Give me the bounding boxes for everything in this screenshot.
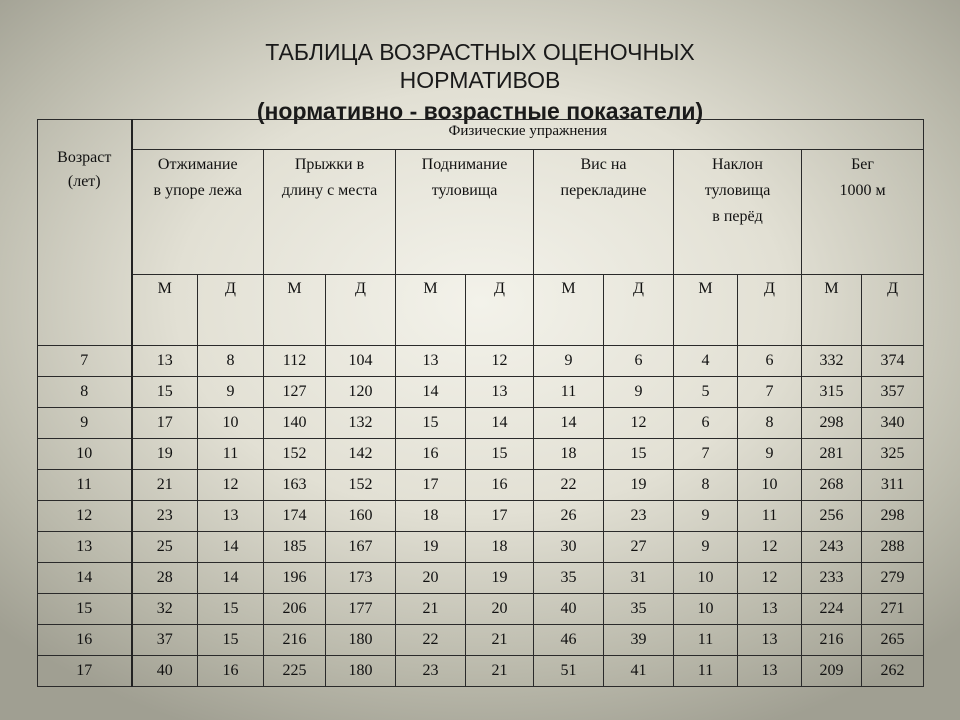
sex-header-m: М (674, 275, 738, 346)
value-cell: 22 (534, 470, 604, 501)
value-cell: 340 (862, 408, 924, 439)
exercise-label-line: Поднимание (421, 156, 508, 173)
value-cell: 15 (198, 625, 264, 656)
exercise-label-line: Бег (851, 156, 874, 173)
age-cell: 11 (38, 470, 132, 501)
sex-header-f: Д (738, 275, 802, 346)
age-cell: 9 (38, 408, 132, 439)
age-cell: 12 (38, 501, 132, 532)
sex-header-m: М (132, 275, 198, 346)
value-cell: 233 (802, 563, 862, 594)
value-cell: 16 (396, 439, 466, 470)
value-cell: 51 (534, 656, 604, 687)
age-header (38, 120, 132, 346)
value-cell: 224 (802, 594, 862, 625)
value-cell: 16 (198, 656, 264, 687)
value-cell: 19 (132, 439, 198, 470)
value-cell: 12 (738, 532, 802, 563)
value-cell: 142 (326, 439, 396, 470)
value-cell: 25 (132, 532, 198, 563)
value-cell: 216 (264, 625, 326, 656)
value-cell: 12 (738, 563, 802, 594)
value-cell: 271 (862, 594, 924, 625)
exercise-header-situps (396, 150, 534, 275)
value-cell: 8 (674, 470, 738, 501)
value-cell: 132 (326, 408, 396, 439)
value-cell: 325 (862, 439, 924, 470)
value-cell: 11 (198, 439, 264, 470)
value-cell: 11 (674, 625, 738, 656)
age-cell: 13 (38, 532, 132, 563)
exercise-label-line: туловища (431, 182, 498, 199)
age-cell: 14 (38, 563, 132, 594)
value-cell: 30 (534, 532, 604, 563)
value-cell: 13 (198, 501, 264, 532)
value-cell: 19 (396, 532, 466, 563)
table-row (38, 408, 924, 439)
sex-header-f: Д (862, 275, 924, 346)
value-cell: 9 (604, 377, 674, 408)
value-cell: 180 (326, 656, 396, 687)
value-cell: 174 (264, 501, 326, 532)
value-cell: 13 (466, 377, 534, 408)
value-cell: 10 (738, 470, 802, 501)
value-cell: 7 (738, 377, 802, 408)
sex-header-f: Д (466, 275, 534, 346)
age-cell: 17 (38, 656, 132, 687)
value-cell: 37 (132, 625, 198, 656)
exercise-label-line: Отжимание (157, 156, 238, 173)
table-row (38, 532, 924, 563)
age-cell: 7 (38, 346, 132, 377)
exercise-label-line: перекладине (560, 182, 647, 199)
value-cell: 6 (674, 408, 738, 439)
value-cell: 374 (862, 346, 924, 377)
value-cell: 13 (396, 346, 466, 377)
exercise-label-line: в упоре лежа (153, 182, 242, 199)
value-cell: 21 (132, 470, 198, 501)
value-cell: 21 (466, 656, 534, 687)
value-cell: 14 (198, 563, 264, 594)
value-cell: 209 (802, 656, 862, 687)
value-cell: 7 (674, 439, 738, 470)
value-cell: 243 (802, 532, 862, 563)
sex-header-f: Д (198, 275, 264, 346)
value-cell: 15 (396, 408, 466, 439)
value-cell: 127 (264, 377, 326, 408)
value-cell: 10 (198, 408, 264, 439)
value-cell: 288 (862, 532, 924, 563)
value-cell: 332 (802, 346, 862, 377)
title-line-1: ТАБЛИЦА ВОЗРАСТНЫХ ОЦЕНОЧНЫХ (265, 39, 695, 65)
value-cell: 315 (802, 377, 862, 408)
age-cell: 16 (38, 625, 132, 656)
exercise-label-line: в перёд (712, 208, 763, 225)
age-cell: 15 (38, 594, 132, 625)
title-line-2: НОРМАТИВОВ (399, 67, 561, 93)
value-cell: 163 (264, 470, 326, 501)
value-cell: 23 (132, 501, 198, 532)
value-cell: 23 (396, 656, 466, 687)
value-cell: 13 (738, 656, 802, 687)
value-cell: 31 (604, 563, 674, 594)
value-cell: 196 (264, 563, 326, 594)
table-row (38, 563, 924, 594)
value-cell: 9 (674, 501, 738, 532)
value-cell: 17 (466, 501, 534, 532)
value-cell: 8 (198, 346, 264, 377)
value-cell: 11 (534, 377, 604, 408)
value-cell: 14 (198, 532, 264, 563)
value-cell: 39 (604, 625, 674, 656)
value-cell: 21 (466, 625, 534, 656)
age-cell: 8 (38, 377, 132, 408)
value-cell: 180 (326, 625, 396, 656)
value-cell: 140 (264, 408, 326, 439)
sex-header-m: М (396, 275, 466, 346)
value-cell: 11 (674, 656, 738, 687)
title-line-3: (нормативно - возрастные показатели) (256, 98, 704, 124)
value-cell: 206 (264, 594, 326, 625)
value-cell: 15 (466, 439, 534, 470)
value-cell: 152 (326, 470, 396, 501)
exercise-label-line: Вис на (580, 156, 627, 173)
value-cell: 17 (396, 470, 466, 501)
value-cell: 27 (604, 532, 674, 563)
value-cell: 357 (862, 377, 924, 408)
value-cell: 23 (604, 501, 674, 532)
value-cell: 46 (534, 625, 604, 656)
value-cell: 12 (198, 470, 264, 501)
value-cell: 279 (862, 563, 924, 594)
age-header-line-2: (лет) (67, 173, 101, 190)
value-cell: 13 (132, 346, 198, 377)
value-cell: 281 (802, 439, 862, 470)
value-cell: 40 (132, 656, 198, 687)
sex-header-m: М (802, 275, 862, 346)
age-cell: 10 (38, 439, 132, 470)
value-cell: 265 (862, 625, 924, 656)
sex-header-m: М (534, 275, 604, 346)
value-cell: 10 (674, 563, 738, 594)
value-cell: 14 (466, 408, 534, 439)
value-cell: 13 (738, 594, 802, 625)
value-cell: 4 (674, 346, 738, 377)
value-cell: 185 (264, 532, 326, 563)
norms-table (37, 119, 924, 687)
value-cell: 268 (802, 470, 862, 501)
value-cell: 167 (326, 532, 396, 563)
exercise-label-line: туловища (704, 182, 771, 199)
table-row (38, 470, 924, 501)
exercise-header-run-1000m (802, 150, 924, 275)
value-cell: 5 (674, 377, 738, 408)
value-cell: 26 (534, 501, 604, 532)
value-cell: 17 (132, 408, 198, 439)
value-cell: 9 (534, 346, 604, 377)
value-cell: 225 (264, 656, 326, 687)
value-cell: 20 (466, 594, 534, 625)
value-cell: 19 (466, 563, 534, 594)
value-cell: 10 (674, 594, 738, 625)
value-cell: 35 (534, 563, 604, 594)
table-row (38, 439, 924, 470)
value-cell: 14 (534, 408, 604, 439)
value-cell: 16 (466, 470, 534, 501)
table-row (38, 501, 924, 532)
table-row (38, 625, 924, 656)
value-cell: 15 (198, 594, 264, 625)
exercise-label-line: 1000 м (839, 182, 886, 199)
value-cell: 104 (326, 346, 396, 377)
value-cell: 18 (466, 532, 534, 563)
value-cell: 298 (802, 408, 862, 439)
value-cell: 20 (396, 563, 466, 594)
value-cell: 6 (738, 346, 802, 377)
value-cell: 41 (604, 656, 674, 687)
sex-header-f: Д (326, 275, 396, 346)
exercise-label-line: Прыжки в (294, 156, 365, 173)
value-cell: 12 (604, 408, 674, 439)
value-cell: 9 (738, 439, 802, 470)
table-row (38, 594, 924, 625)
value-cell: 14 (396, 377, 466, 408)
value-cell: 40 (534, 594, 604, 625)
value-cell: 22 (396, 625, 466, 656)
value-cell: 177 (326, 594, 396, 625)
value-cell: 15 (132, 377, 198, 408)
sex-header-m: М (264, 275, 326, 346)
value-cell: 311 (862, 470, 924, 501)
sex-header-f: Д (604, 275, 674, 346)
value-cell: 18 (534, 439, 604, 470)
value-cell: 262 (862, 656, 924, 687)
value-cell: 160 (326, 501, 396, 532)
age-header-line-1: Возраст (57, 149, 112, 166)
value-cell: 21 (396, 594, 466, 625)
value-cell: 6 (604, 346, 674, 377)
exercise-header-long-jump (264, 150, 396, 275)
exercise-label-line: длину с места (281, 182, 378, 199)
exercise-header-forward-bend (674, 150, 802, 275)
table-row (38, 346, 924, 377)
exercise-label-line: Наклон (712, 156, 763, 173)
value-cell: 173 (326, 563, 396, 594)
value-cell: 9 (674, 532, 738, 563)
exercise-group-header: Физические упражнения (132, 120, 924, 150)
value-cell: 112 (264, 346, 326, 377)
value-cell: 8 (738, 408, 802, 439)
value-cell: 120 (326, 377, 396, 408)
value-cell: 12 (466, 346, 534, 377)
value-cell: 11 (738, 501, 802, 532)
norms-table-body (38, 346, 924, 687)
value-cell: 18 (396, 501, 466, 532)
value-cell: 19 (604, 470, 674, 501)
value-cell: 13 (738, 625, 802, 656)
table-row (38, 377, 924, 408)
value-cell: 35 (604, 594, 674, 625)
value-cell: 152 (264, 439, 326, 470)
value-cell: 298 (862, 501, 924, 532)
value-cell: 256 (802, 501, 862, 532)
value-cell: 9 (198, 377, 264, 408)
table-row (38, 656, 924, 687)
value-cell: 15 (604, 439, 674, 470)
value-cell: 216 (802, 625, 862, 656)
value-cell: 32 (132, 594, 198, 625)
value-cell: 28 (132, 563, 198, 594)
exercise-header-pushups (132, 150, 264, 275)
exercise-header-hang (534, 150, 674, 275)
